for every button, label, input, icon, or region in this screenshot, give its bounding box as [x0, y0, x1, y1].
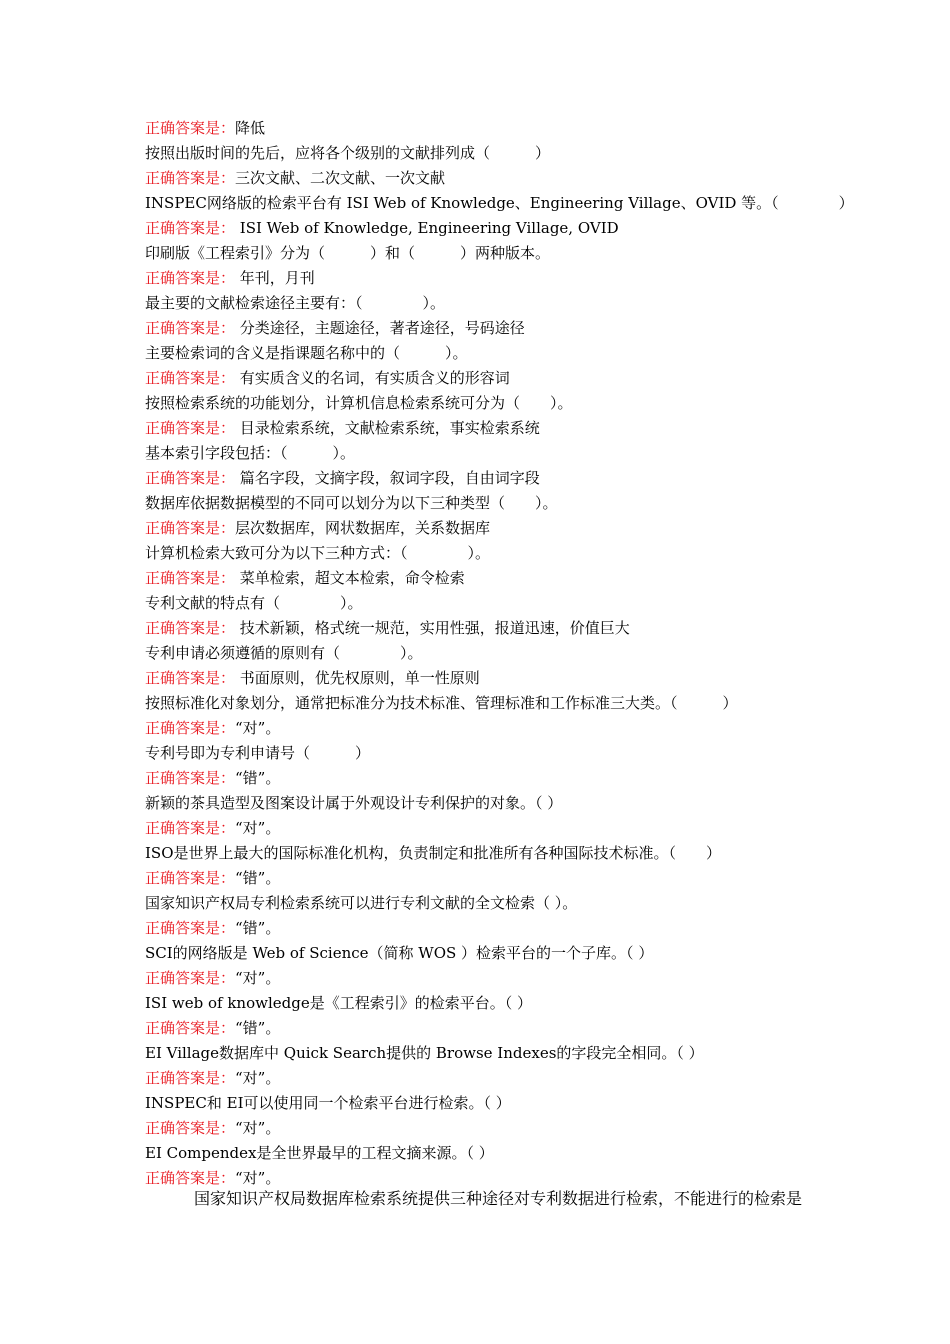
answer-label: 正确答案是：	[145, 619, 236, 637]
answer-text: “错”。	[235, 919, 281, 937]
answer-label: 正确答案是：	[145, 119, 236, 137]
question-line: 最主要的文献检索途径主要有：（ ）。	[145, 294, 446, 312]
question-line: EI Compendex是全世界最早的工程文摘来源。（ ）	[145, 1144, 494, 1162]
answer-line	[145, 816, 865, 841]
answer-line	[145, 466, 865, 491]
answer-label: 正确答案是：	[145, 819, 236, 837]
answer-line	[145, 666, 865, 691]
question-line: SCI的网络版是 Web of Science（简称 WOS ）检索平台的一个子库。（ ）	[145, 944, 654, 962]
answer-text: “对”。	[235, 1119, 281, 1137]
answer-label: 正确答案是：	[145, 1169, 236, 1187]
question-line: 专利申请必须遵循的原则有（ ）。	[145, 644, 423, 662]
question-line: INSPEC网络版的检索平台有 ISI Web of Knowledge、Engineering Village、OVID 等。（ ）	[145, 194, 854, 212]
answer-line	[145, 516, 865, 541]
answer-text: 年刊，月刊	[235, 269, 315, 287]
answer-text: 层次数据库，网状数据库，关系数据库	[235, 519, 491, 537]
answer-label: 正确答案是：	[145, 1019, 236, 1037]
answer-text: 篇名字段，文摘字段，叙词字段，自由词字段	[235, 469, 540, 487]
answer-text: “对”。	[235, 969, 281, 987]
qa-list	[145, 116, 865, 1191]
answer-text: 菜单检索，超文本检索，命令检索	[235, 569, 465, 587]
question-line: ISO是世界上最大的国际标准化机构，负责制定和批准所有各种国际技术标准。（ ）	[145, 844, 722, 862]
question-line: 数据库依据数据模型的不同可以划分为以下三种类型（ ）。	[145, 494, 558, 512]
answer-label: 正确答案是：	[145, 1119, 236, 1137]
question-line: 国家知识产权局专利检索系统可以进行专利文献的全文检索（ ）。	[145, 894, 578, 912]
answer-label: 正确答案是：	[145, 269, 236, 287]
answer-text: “错”。	[235, 869, 281, 887]
question-line: 按照标准化对象划分，通常把标准分为技术标准、管理标准和工作标准三大类。（ ）	[145, 694, 738, 712]
answer-label: 正确答案是：	[145, 419, 236, 437]
answer-line	[145, 216, 865, 241]
answer-label: 正确答案是：	[145, 519, 236, 537]
answer-text: “错”。	[235, 769, 281, 787]
answer-text: 三次文献、二次文献、一次文献	[235, 169, 446, 187]
answer-line	[145, 566, 865, 591]
answer-label: 正确答案是：	[145, 169, 236, 187]
question-line: 按照出版时间的先后，应将各个级别的文献排列成（ ）	[145, 144, 551, 162]
answer-label: 正确答案是：	[145, 869, 236, 887]
answer-line	[145, 266, 865, 291]
answer-line	[145, 316, 865, 341]
answer-label: 正确答案是：	[145, 669, 236, 687]
answer-label: 正确答案是：	[145, 969, 236, 987]
answer-line	[145, 966, 865, 991]
answer-line	[145, 366, 865, 391]
answer-label: 正确答案是：	[145, 219, 236, 237]
question-line: 专利号即为专利申请号（ ）	[145, 744, 371, 762]
answer-label: 正确答案是：	[145, 1069, 236, 1087]
answer-line	[145, 766, 865, 791]
answer-text: 技术新颖，格式统一规范，实用性强，报道迅速，价值巨大	[235, 619, 630, 637]
answer-label: 正确答案是：	[145, 319, 236, 337]
question-line: INSPEC和 EI可以使用同一个检索平台进行检索。（ ）	[145, 1094, 511, 1112]
answer-text: “错”。	[235, 1019, 281, 1037]
answer-line	[145, 716, 865, 741]
answer-line	[145, 616, 865, 641]
answer-text: “对”。	[235, 719, 281, 737]
question-line: EI Village数据库中 Quick Search提供的 Browse Indexes的字段完全相同。（ ）	[145, 1044, 704, 1062]
answer-text: ISI Web of Knowledge, Engineering Village, OVID	[235, 219, 619, 237]
question-line: 主要检索词的含义是指课题名称中的（ ）。	[145, 344, 468, 362]
answer-text: “对”。	[235, 1069, 281, 1087]
answer-text: 有实质含义的名词，有实质含义的形容词	[235, 369, 510, 387]
question-line: ISI web of knowledge是《工程索引》的检索平台。（ ）	[145, 994, 532, 1012]
answer-text: 目录检索系统，文献检索系统，事实检索系统	[235, 419, 540, 437]
answer-text: “对”。	[235, 819, 281, 837]
answer-text: “对”。	[235, 1169, 281, 1187]
question-line: 专利文献的特点有（ ）。	[145, 594, 363, 612]
answer-line	[145, 166, 865, 191]
answer-label: 正确答案是：	[145, 369, 236, 387]
answer-text: 降低	[235, 119, 266, 137]
question-line: 计算机检索大致可分为以下三种方式：（ ）。	[145, 544, 491, 562]
question-line: 基本索引字段包括：（ ）。	[145, 444, 356, 462]
answer-label: 正确答案是：	[145, 919, 236, 937]
answer-label: 正确答案是：	[145, 469, 236, 487]
answer-line	[145, 1016, 865, 1041]
answer-line	[145, 1066, 865, 1091]
answer-text: 书面原则，优先权原则，单一性原则	[235, 669, 480, 687]
answer-label: 正确答案是：	[145, 719, 236, 737]
answer-line	[145, 116, 865, 141]
question-line: 印刷版《工程索引》分为（ ）和（ ）两种版本。	[145, 244, 551, 262]
answer-text: 分类途径，主题途径，著者途径，号码途径	[235, 319, 525, 337]
answer-line	[145, 416, 865, 441]
question-line: 新颖的茶具造型及图案设计属于外观设计专利保护的对象。（ ）	[145, 794, 563, 812]
answer-label: 正确答案是：	[145, 569, 236, 587]
answer-line	[145, 916, 865, 941]
answer-label: 正确答案是：	[145, 769, 236, 787]
answer-line	[145, 1116, 865, 1141]
question-line: 按照检索系统的功能划分，计算机信息检索系统可分为（ ）。	[145, 394, 573, 412]
answer-line	[145, 866, 865, 891]
trailing-question: 国家知识产权局数据库检索系统提供三种途径对专利数据进行检索，不能进行的检索是	[194, 1189, 803, 1208]
